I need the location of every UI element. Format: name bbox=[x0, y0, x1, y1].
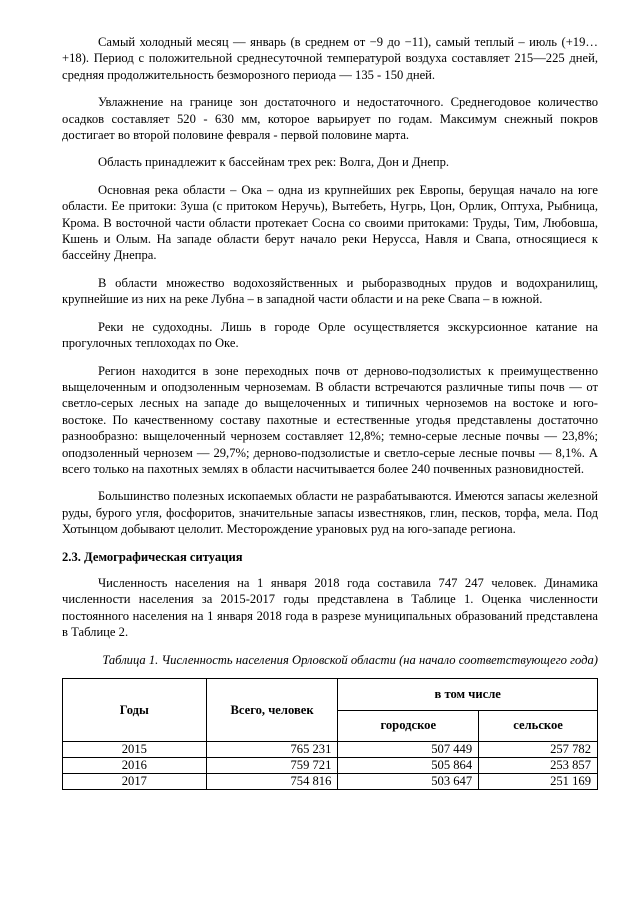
table-caption: Таблица 1. Численность населения Орловской области (на начало соответствующего года) bbox=[102, 652, 598, 667]
cell-year: 2017 bbox=[63, 774, 207, 790]
paragraph-navigation: Реки не судоходны. Лишь в городе Орле осуществляется экскурсионное катание на прогулочных теплоходах по Оке. bbox=[62, 319, 598, 351]
cell-year: 2016 bbox=[63, 758, 207, 774]
paragraph-ponds: В области множество водохозяйственных и рыборазводных прудов и водохранилищ, крупнейшие из них на реке Лубна – в западной части области и на реке Свапа – в южной. bbox=[62, 275, 598, 307]
paragraph-climate: Самый холодный месяц — январь (в среднем от −9 до −11), самый теплый – июль (+19…+18). Период с положительной среднесуточной температурой воздуха составляет 215—225 дней, средняя продолжительность безморозного периода — 135 - 150 дней. bbox=[62, 35, 598, 82]
header-including: в том числе bbox=[338, 679, 598, 711]
table-row bbox=[63, 742, 598, 758]
paragraph-population: Численность населения на 1 января 2018 года составила 747 247 человек. Динамика численности населения за 2015-2017 годы представлена в Таблице 1. Оценка численности постоянного населения на 1 января 2018 года в разрезе муниципальных образований представлена в Таблице 2. bbox=[62, 575, 598, 640]
paragraph-minerals: Большинство полезных ископаемых области не разрабатываются. Имеются запасы железной руды, бурого угля, фосфоритов, значительные запасы известняков, глин, песков, торфа, мела. Под Хотынцом добывают целолит. Месторождение урановых руд на юго-западе региона. bbox=[62, 489, 598, 537]
paragraph-rivers: Основная река области – Ока – одна из крупнейших рек Европы, берущая начало на юге области. Ее притоки: Зуша (с притоком Неручь), Вытебеть, Нугрь, Цон, Орлик, Оптуха, Рыбница, Крома. В восточной части области протекает Сосна со своими притоками: Труды, Тим, Любовша, Кшень и Олым. На западе области берут начало реки Нерусса, Навля и Свапа, относящиеся к бассейну Днепра. bbox=[62, 182, 598, 263]
header-years: Годы bbox=[63, 679, 207, 742]
cell-rural: 253 857 bbox=[479, 758, 598, 774]
cell-total: 765 231 bbox=[206, 742, 338, 758]
paragraph-soils: Регион находится в зоне переходных почв от дерново-подзолистых к преимущественно выщелоченным и оподзоленным черноземам. В области встречаются различные типы почв — от светло-серых лесных на западе до выщелоченных и типичных черноземов на востоке и юго-востоке. По качественному составу пахотные и естественные угодья представлены достаточно разнообразно: выщелоченный чернозем составляет 12,8%; темно-серые лесные почвы — 23,8%; оподзоленный чернозем — 29,7%; дерново-подзолистые и светло-серые лесные почвы — 8,1%. А всего только на пахотных землях в области насчитывается более 240 почвенных разновидностей. bbox=[62, 363, 598, 476]
section-heading: 2.3. Демографическая ситуация bbox=[62, 549, 243, 564]
cell-urban: 505 864 bbox=[338, 758, 479, 774]
header-rural: сельское bbox=[479, 710, 598, 742]
cell-rural: 251 169 bbox=[479, 774, 598, 790]
header-urban: городское bbox=[338, 710, 479, 742]
cell-urban: 503 647 bbox=[338, 774, 479, 790]
table-row bbox=[63, 758, 598, 774]
cell-year: 2015 bbox=[63, 742, 207, 758]
document-body bbox=[62, 34, 598, 790]
cell-total: 754 816 bbox=[206, 774, 338, 790]
population-table bbox=[62, 678, 598, 790]
header-total: Всего, человек bbox=[206, 679, 338, 742]
table-row bbox=[63, 774, 598, 790]
cell-total: 759 721 bbox=[206, 758, 338, 774]
cell-urban: 507 449 bbox=[338, 742, 479, 758]
paragraph-basins: Область принадлежит к бассейнам трех рек: Волга, Дон и Днепр. bbox=[98, 155, 450, 170]
paragraph-moisture: Увлажнение на границе зон достаточного и недостаточного. Среднегодовое количество осадков составляет 520 - 630 мм, которое варьирует по годам. Максимум снежный покров достигает во второй половине февраля - первой половине марта. bbox=[62, 95, 598, 143]
cell-rural: 257 782 bbox=[479, 742, 598, 758]
